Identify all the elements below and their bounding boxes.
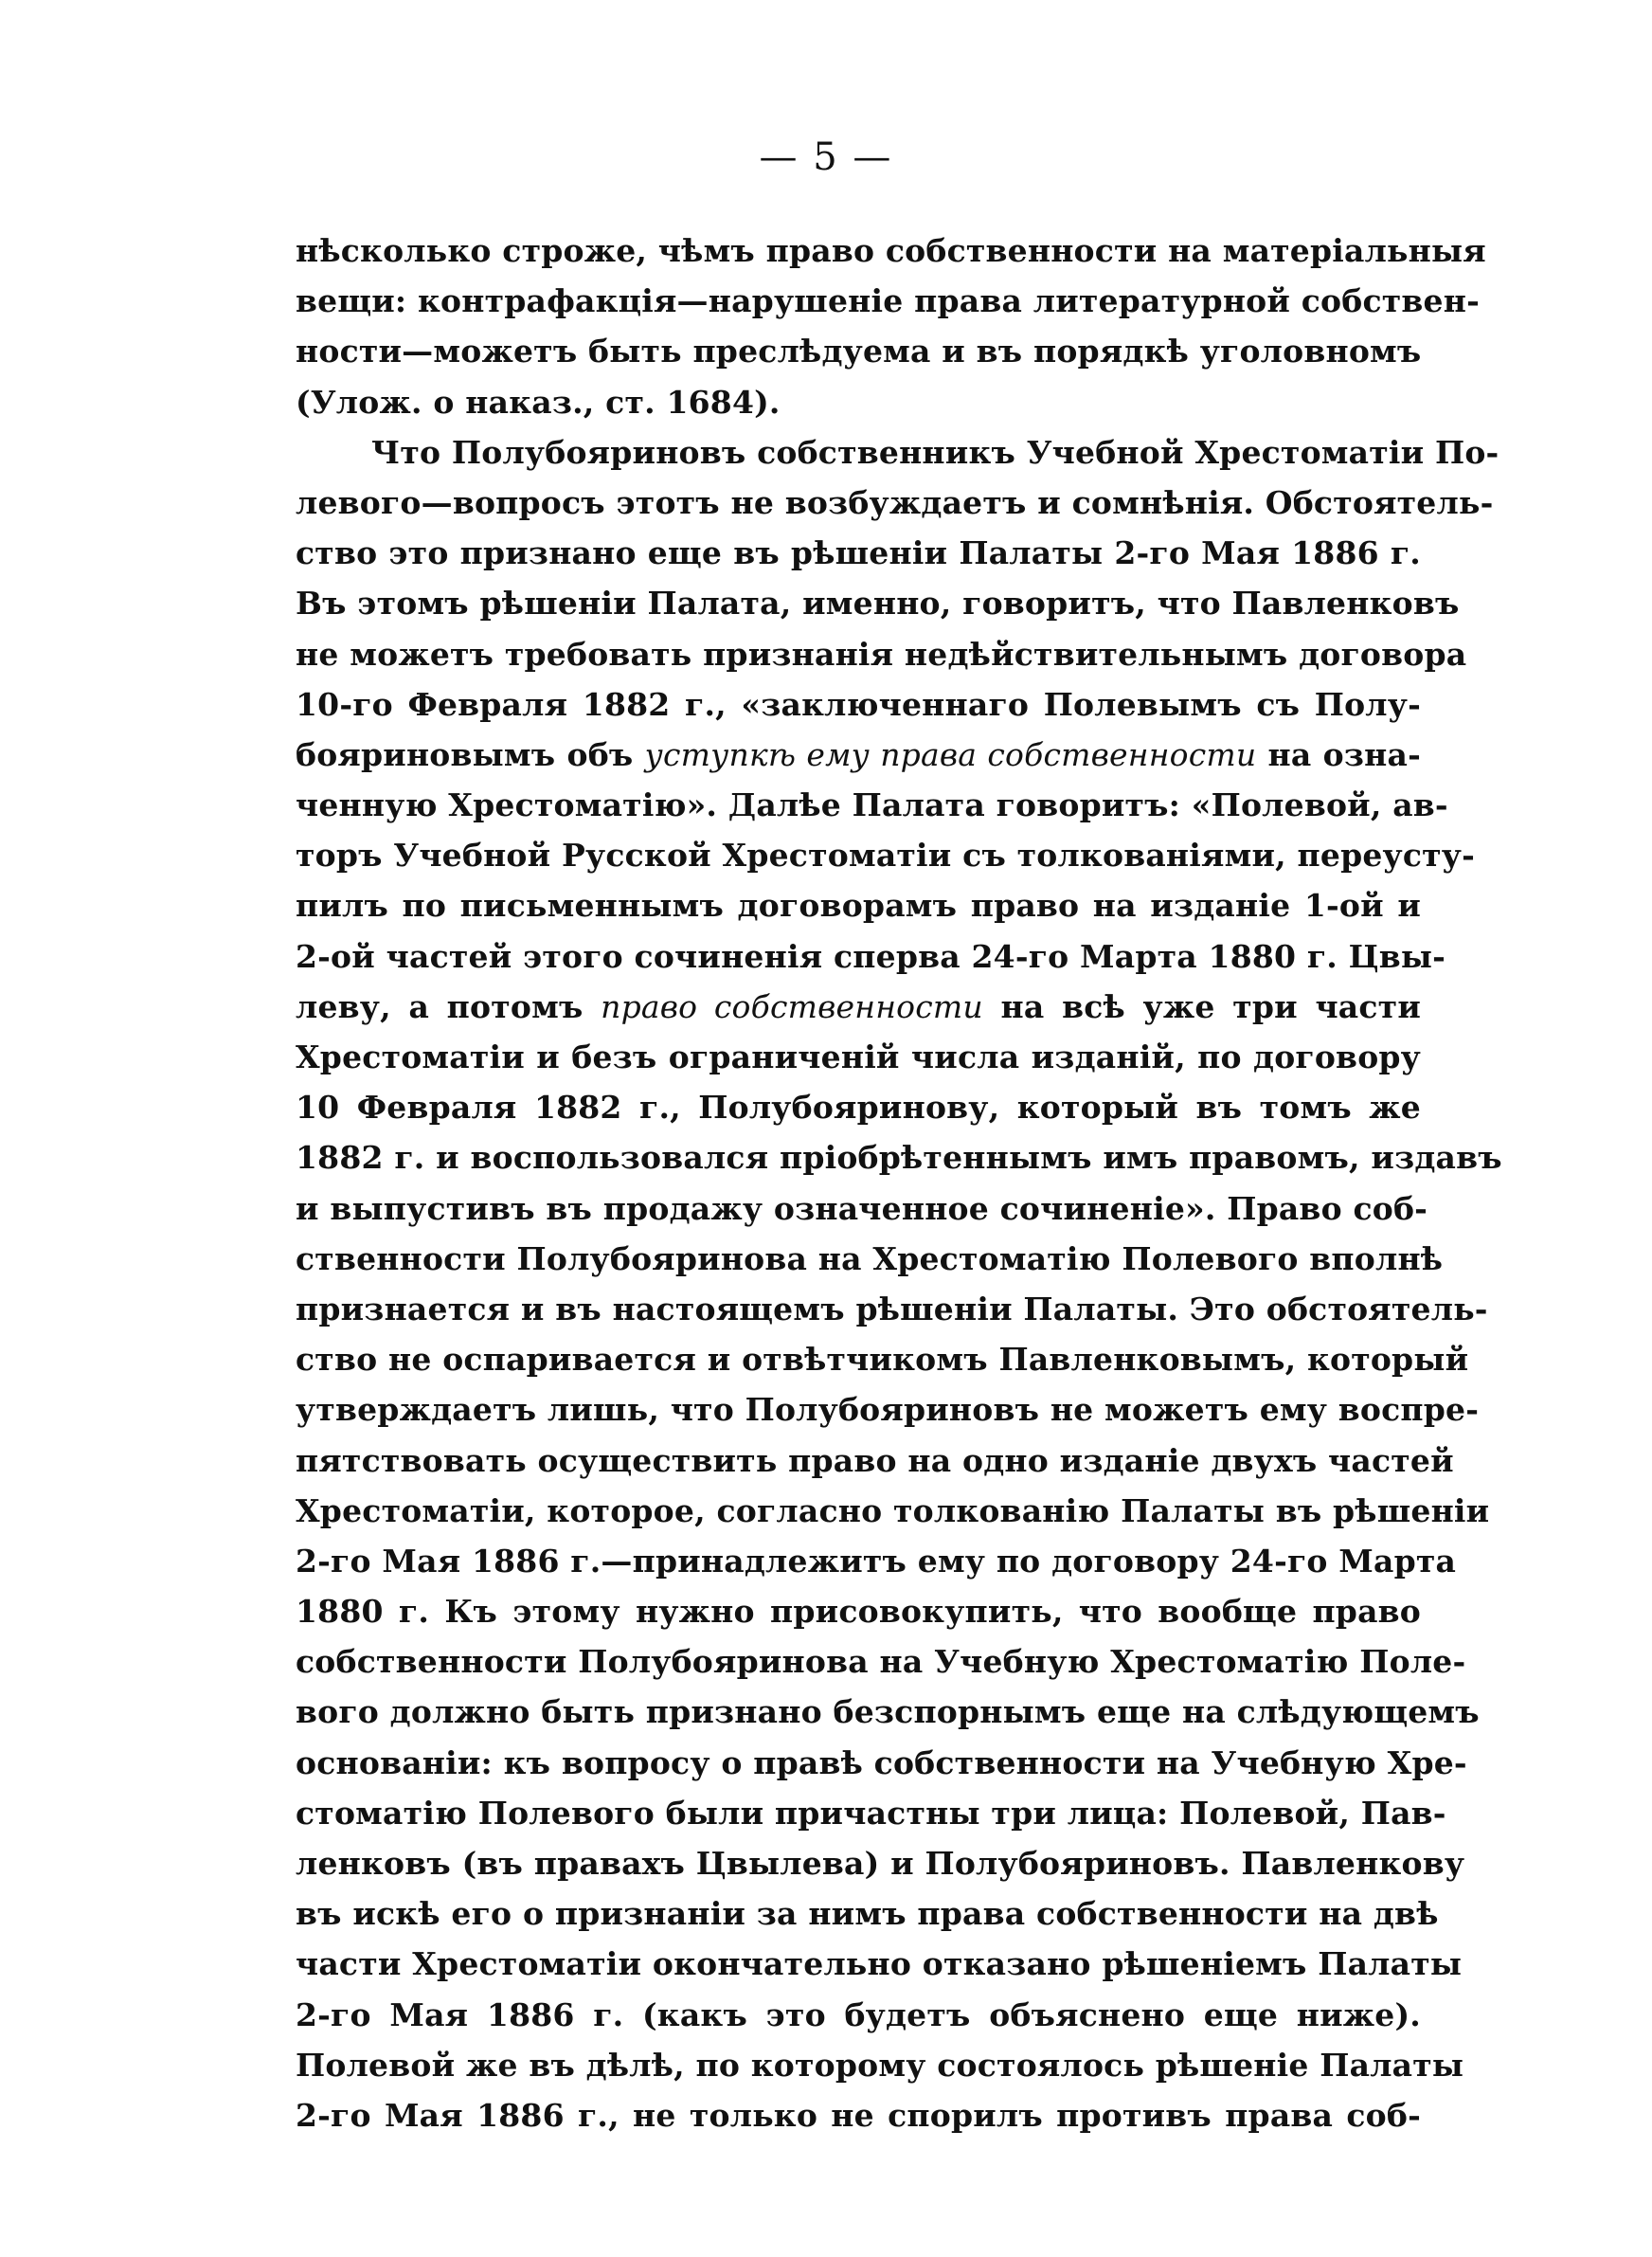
- text-line: утверждаетъ лишь, что Полубояриновъ не можетъ ему воспре-: [296, 1391, 1480, 1429]
- text-line: левого—вопросъ этотъ не возбуждаетъ и сомнѣнія. Обстоятель-: [296, 483, 1494, 521]
- text-line: части Хрестоматіи окончательно отказано рѣшеніемъ Палаты: [296, 1945, 1463, 1983]
- italic-emphasis: право собственности: [601, 987, 983, 1025]
- text-line: нѣсколько строже, чѣмъ право собственности на матеріальныя: [296, 232, 1486, 269]
- body-text: [296, 226, 1502, 2140]
- text-line: 2-го Мая 1886 г., не только не спорилъ противъ права соб-: [296, 2096, 1421, 2134]
- text-line: вого должно быть признано безспорнымъ еще на слѣдующемъ: [296, 1693, 1480, 1731]
- text-line: 2-го Мая 1886 г. (какъ это будетъ объяснено еще ниже).: [296, 1995, 1421, 2033]
- text-line: Полевой же въ дѣлѣ, по которому состоялось рѣшеніе Палаты: [296, 2046, 1464, 2084]
- text-line: пятствовать осуществить право на одно изданіе двухъ частей: [296, 1441, 1454, 1479]
- text-line: пилъ по письменнымъ договорамъ право на изданіе 1-ой и: [296, 887, 1421, 925]
- text-segment: леву, а потомъ: [296, 987, 602, 1025]
- page-number: — 5 —: [759, 135, 893, 179]
- text-line: [296, 730, 1421, 780]
- text-line: ченную Хрестоматію». Далѣе Палата говоритъ: «Полевой, ав-: [296, 786, 1448, 824]
- text-line: Что Полубояриновъ собственникъ Учебной Хрестоматіи По-: [371, 433, 1499, 471]
- text-line: 1880 г. Къ этому нужно присовокупить, что вообще право: [296, 1593, 1421, 1631]
- text-line: Въ этомъ рѣшеніи Палата, именно, говоритъ, что Павленковъ: [296, 585, 1460, 623]
- text-line: основаніи: къ вопросу о правѣ собственности на Учебную Хре-: [296, 1743, 1467, 1781]
- text-line: Хрестоматіи и безъ ограниченій числа изданій, по договору: [296, 1038, 1421, 1075]
- text-line: ственности Полубояринова на Хрестоматію Полевого вполнѣ: [296, 1239, 1444, 1277]
- text-line: 10-го Февраля 1882 г., «заключеннаго Полевымъ съ Полу-: [296, 685, 1421, 723]
- text-segment: бояриновымъ объ: [296, 735, 645, 773]
- text-line: не можетъ требовать признанія недѣйствительнымъ договора: [296, 635, 1467, 673]
- text-line: 10 Февраля 1882 г., Полубояринову, который въ томъ же: [296, 1089, 1421, 1127]
- text-line: ленковъ (въ правахъ Цвылева) и Полубояриновъ. Павленкову: [296, 1845, 1465, 1882]
- text-line: стоматію Полевого были причастны три лица: Полевой, Пав-: [296, 1794, 1446, 1832]
- text-line: 2-ой частей этого сочиненія сперва 24-го Марта 1880 г. Цвы-: [296, 937, 1446, 975]
- text-line: ство не оспаривается и отвѣтчикомъ Павленковымъ, который: [296, 1341, 1469, 1379]
- text-line: (Улож. о наказ., ст. 1684).: [296, 383, 781, 421]
- text-segment: на озна-: [1256, 735, 1421, 773]
- text-line: въ искѣ его о признаніи за нимъ права собственности на двѣ: [296, 1895, 1439, 1933]
- text-line: признается и въ настоящемъ рѣшеніи Палаты. Это обстоятель-: [296, 1290, 1488, 1327]
- text-line: вещи: контрафакція—нарушеніе права литературной собствен-: [296, 282, 1480, 320]
- text-line: ство это признано еще въ рѣшеніи Палаты 2-го Мая 1886 г.: [296, 534, 1421, 572]
- text-line: торъ Учебной Русской Хрестоматіи съ толкованіями, переусту-: [296, 837, 1476, 875]
- text-line: и выпустивъ въ продажу означенное сочиненіе». Право соб-: [296, 1189, 1428, 1227]
- paragraph: [296, 427, 1502, 2140]
- italic-emphasis: уступкѣ ему права собственности: [644, 735, 1257, 773]
- paragraph: [296, 226, 1486, 427]
- text-line: [296, 982, 1421, 1032]
- text-line: Хрестоматіи, которое, согласно толкованію Палаты въ рѣшеніи: [296, 1491, 1490, 1529]
- text-line: 2-го Мая 1886 г.—принадлежитъ ему по договору 24-го Марта: [296, 1542, 1457, 1580]
- text-line: ности—можетъ быть преслѣдуема и въ порядкѣ уголовномъ: [296, 333, 1422, 370]
- text-line: 1882 г. и воспользовался пріобрѣтеннымъ имъ правомъ, издавъ: [296, 1139, 1502, 1177]
- text-line: собственности Полубояринова на Учебную Хрестоматію Поле-: [296, 1643, 1466, 1681]
- text-segment: на всѣ уже три части: [982, 987, 1421, 1025]
